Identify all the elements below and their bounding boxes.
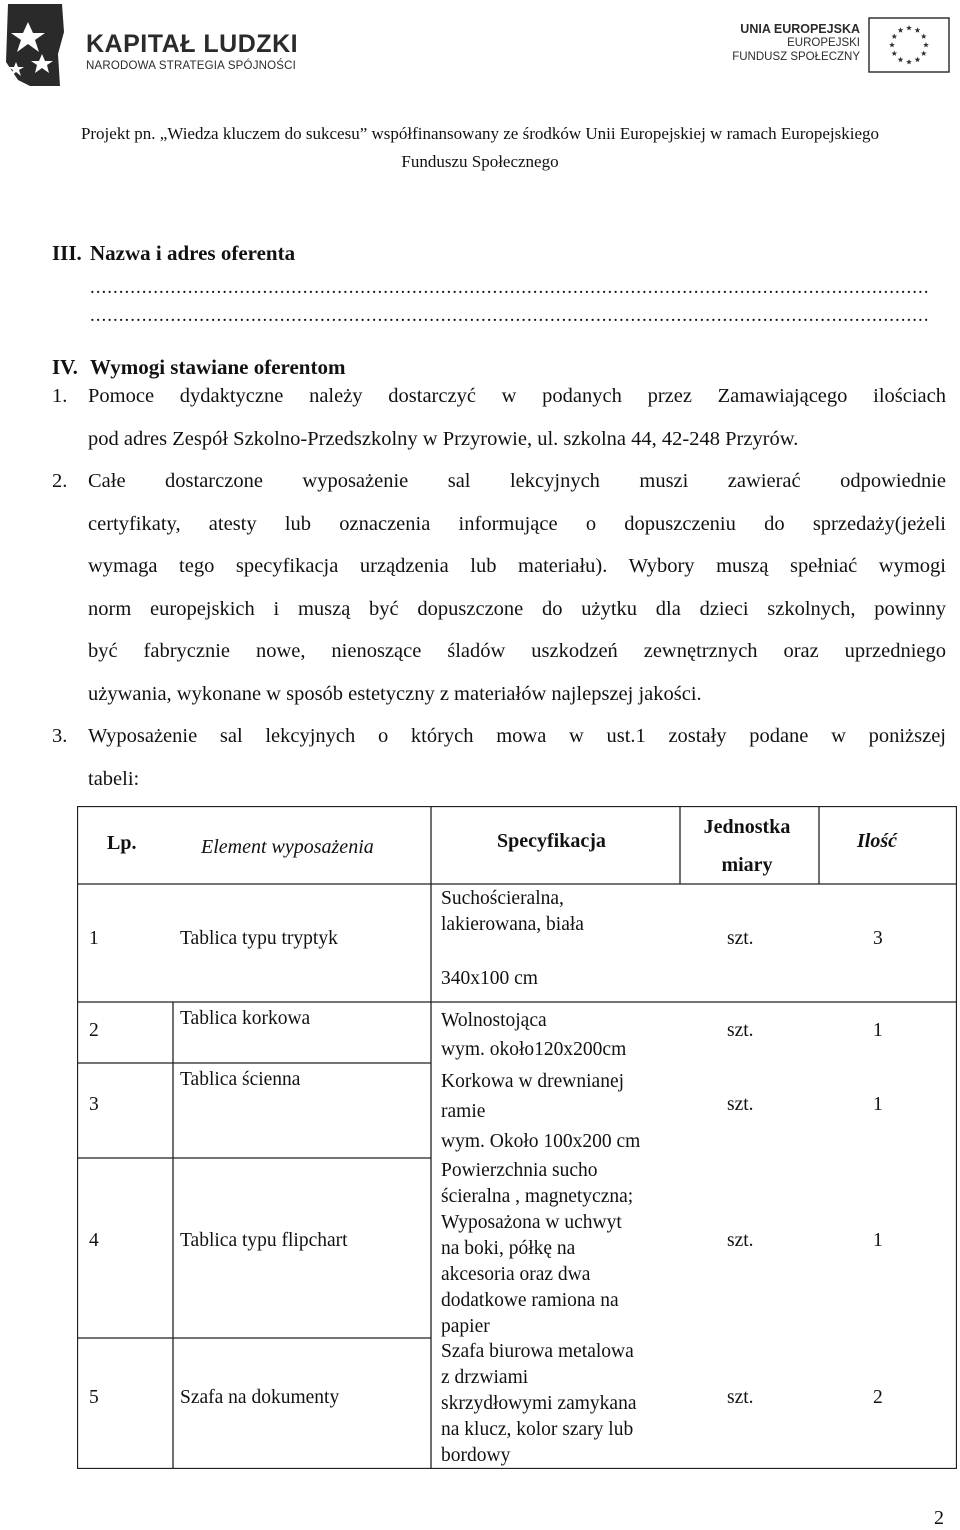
section-3-number: III. [52,241,82,265]
row-4-spec-line: dodatkowe ramiona na [441,1290,619,1311]
row-3-qty: 1 [873,1094,883,1115]
item-2-text [88,460,946,715]
row-2-qty: 1 [873,1020,883,1041]
project-line-2: Funduszu Społecznego [401,152,559,171]
row-2-spec-line: wym. około120x200cm [441,1039,627,1060]
row-4-spec-line: papier [441,1316,490,1337]
row-1-unit: szt. [727,928,754,949]
item-1-number: 1. [52,385,68,407]
row-5-spec-line: Szafa biurowa metalowa [441,1341,634,1362]
section-3-title: Nazwa i adres oferenta [90,241,296,265]
row-2-element: Tablica korkowa [180,1008,311,1029]
row-2-lp: 2 [89,1020,99,1041]
item-1-line: pod adres Zespół Szkolno-Przedszkolny w Przyrowie, ul. szkolna 44, 42-248 Przyrów. [88,427,799,450]
row-4-spec-line: akcesoria oraz dwa [441,1264,591,1285]
eu-logo-line3: FUNDUSZ SPOŁECZNY [732,51,860,63]
kapital-ludzki-title: KAPITAŁ LUDZKI [86,30,299,58]
equipment-table [77,806,957,1469]
row-4-spec-line: ścieralna , magnetyczna; [441,1186,634,1207]
item-2-line: używania, wykonane w sposób estetyczny z materiałów najlepszej jakości. [88,682,702,705]
header-element: Element wyposażenia [201,836,374,858]
row-3-lp: 3 [89,1094,99,1115]
eu-logo-text [732,22,860,64]
header-unit-line2: miary [721,854,773,876]
item-2-line: być fabrycznie nowe, nienoszące śladów uszkodzeń zewnętrznych oraz uprzedniego [88,640,946,662]
row-5-qty: 2 [873,1387,883,1408]
item-3-line: Wyposażenie sal lekcyjnych o których mowa w ust.1 zostały podane w poniższej [88,725,946,747]
row-1-spec-line: Suchościeralna, [441,888,564,909]
row-4-spec-line: na boki, półkę na [441,1238,576,1259]
row-2-spec-line: Wolnostojąca [441,1010,547,1031]
row-4-element: Tablica typu flipchart [180,1230,348,1251]
item-2-line: Całe dostarczone wyposażenie sal lekcyjnych muszi zawierać odpowiednie [88,470,946,492]
eu-logo-line1: UNIA EUROPEJSKA [740,22,860,36]
row-3-spec-line: ramie [441,1101,486,1122]
row-4-qty: 1 [873,1230,883,1251]
header-lp: Lp. [107,832,137,854]
address-dots-line-1: .................................................................................................................................................. [90,277,930,298]
item-2-line: wymaga tego specyfikacja urządzenia lub materiału). Wybory muszą spełniać wymogi [88,555,946,577]
address-dots-line-2: .................................................................................................................................................. [90,305,930,326]
row-4-spec-line: Wyposażona w uchwyt [441,1212,622,1233]
kapital-ludzki-subtitle: NARODOWA STRATEGIA SPÓJNOŚCI [86,60,297,72]
row-4-spec [441,1158,633,1340]
row-1-spec-line: 340x100 cm [441,968,538,989]
row-3-spec [441,1067,640,1157]
row-1-qty: 3 [873,928,883,949]
item-2-number: 2. [52,470,68,492]
item-1-line: Pomoce dydaktyczne należy dostarczyć w podanych przez Zamawiającego ilościach [88,385,946,407]
row-5-spec-line: z drzwiami [441,1367,529,1388]
row-2-unit: szt. [727,1020,754,1041]
item-3-line: tabeli: [88,767,140,790]
item-3-text [88,715,946,800]
item-3-number: 3. [52,725,68,747]
row-4-lp: 4 [89,1230,99,1251]
row-5-lp: 5 [89,1387,99,1408]
row-3-spec-line: Korkowa w drewnianej [441,1071,625,1092]
header-qty: Ilość [857,830,897,852]
row-1-spec-line: lakierowana, biała [441,914,584,935]
item-1-text [88,375,946,460]
row-3-unit: szt. [727,1094,754,1115]
row-5-spec-line: na klucz, kolor szary lub [441,1419,634,1440]
row-4-unit: szt. [727,1230,754,1251]
section-4-number: IV. [52,355,78,379]
item-2-line: certyfikaty, atesty lub oznaczenia informujące o dopuszczeniu do sprzedaży(jeżeli [88,512,946,535]
row-5-unit: szt. [727,1387,754,1408]
row-5-element: Szafa na dokumenty [180,1387,340,1408]
row-1-lp: 1 [89,928,99,949]
row-3-element: Tablica ścienna [180,1069,301,1090]
header-unit [697,808,797,884]
row-4-spec-line: Powierzchnia sucho [441,1160,598,1181]
row-5-spec [441,1339,637,1469]
eu-logo-line2: EUROPEJSKI [787,37,860,49]
page-number: 2 [934,1507,944,1529]
row-3-spec-line: wym. Około 100x200 cm [441,1131,641,1152]
section-4-title: Wymogi stawiane oferentom [90,355,346,379]
eu-flag-icon [868,17,950,73]
header-unit-line1: Jednostka [703,816,791,838]
row-2-spec [441,1006,626,1064]
header-spec: Specyfikacja [497,830,606,852]
kapital-ludzki-logo-icon [2,2,76,88]
project-caption [0,120,960,176]
project-line-1: Projekt pn. „Wiedza kluczem do sukcesu” współfinansowany ze środków Unii Europejskiej w ramach Europejskiego [80,124,880,143]
row-5-spec-line: skrzydłowymi zamykana [441,1393,637,1414]
row-5-spec-line: bordowy [441,1445,511,1466]
item-2-line: norm europejskich i muszą być dopuszczone do użytku dla dzieci szkolnych, powinny [88,597,946,620]
row-1-spec [441,886,584,992]
row-1-element: Tablica typu tryptyk [180,928,338,949]
